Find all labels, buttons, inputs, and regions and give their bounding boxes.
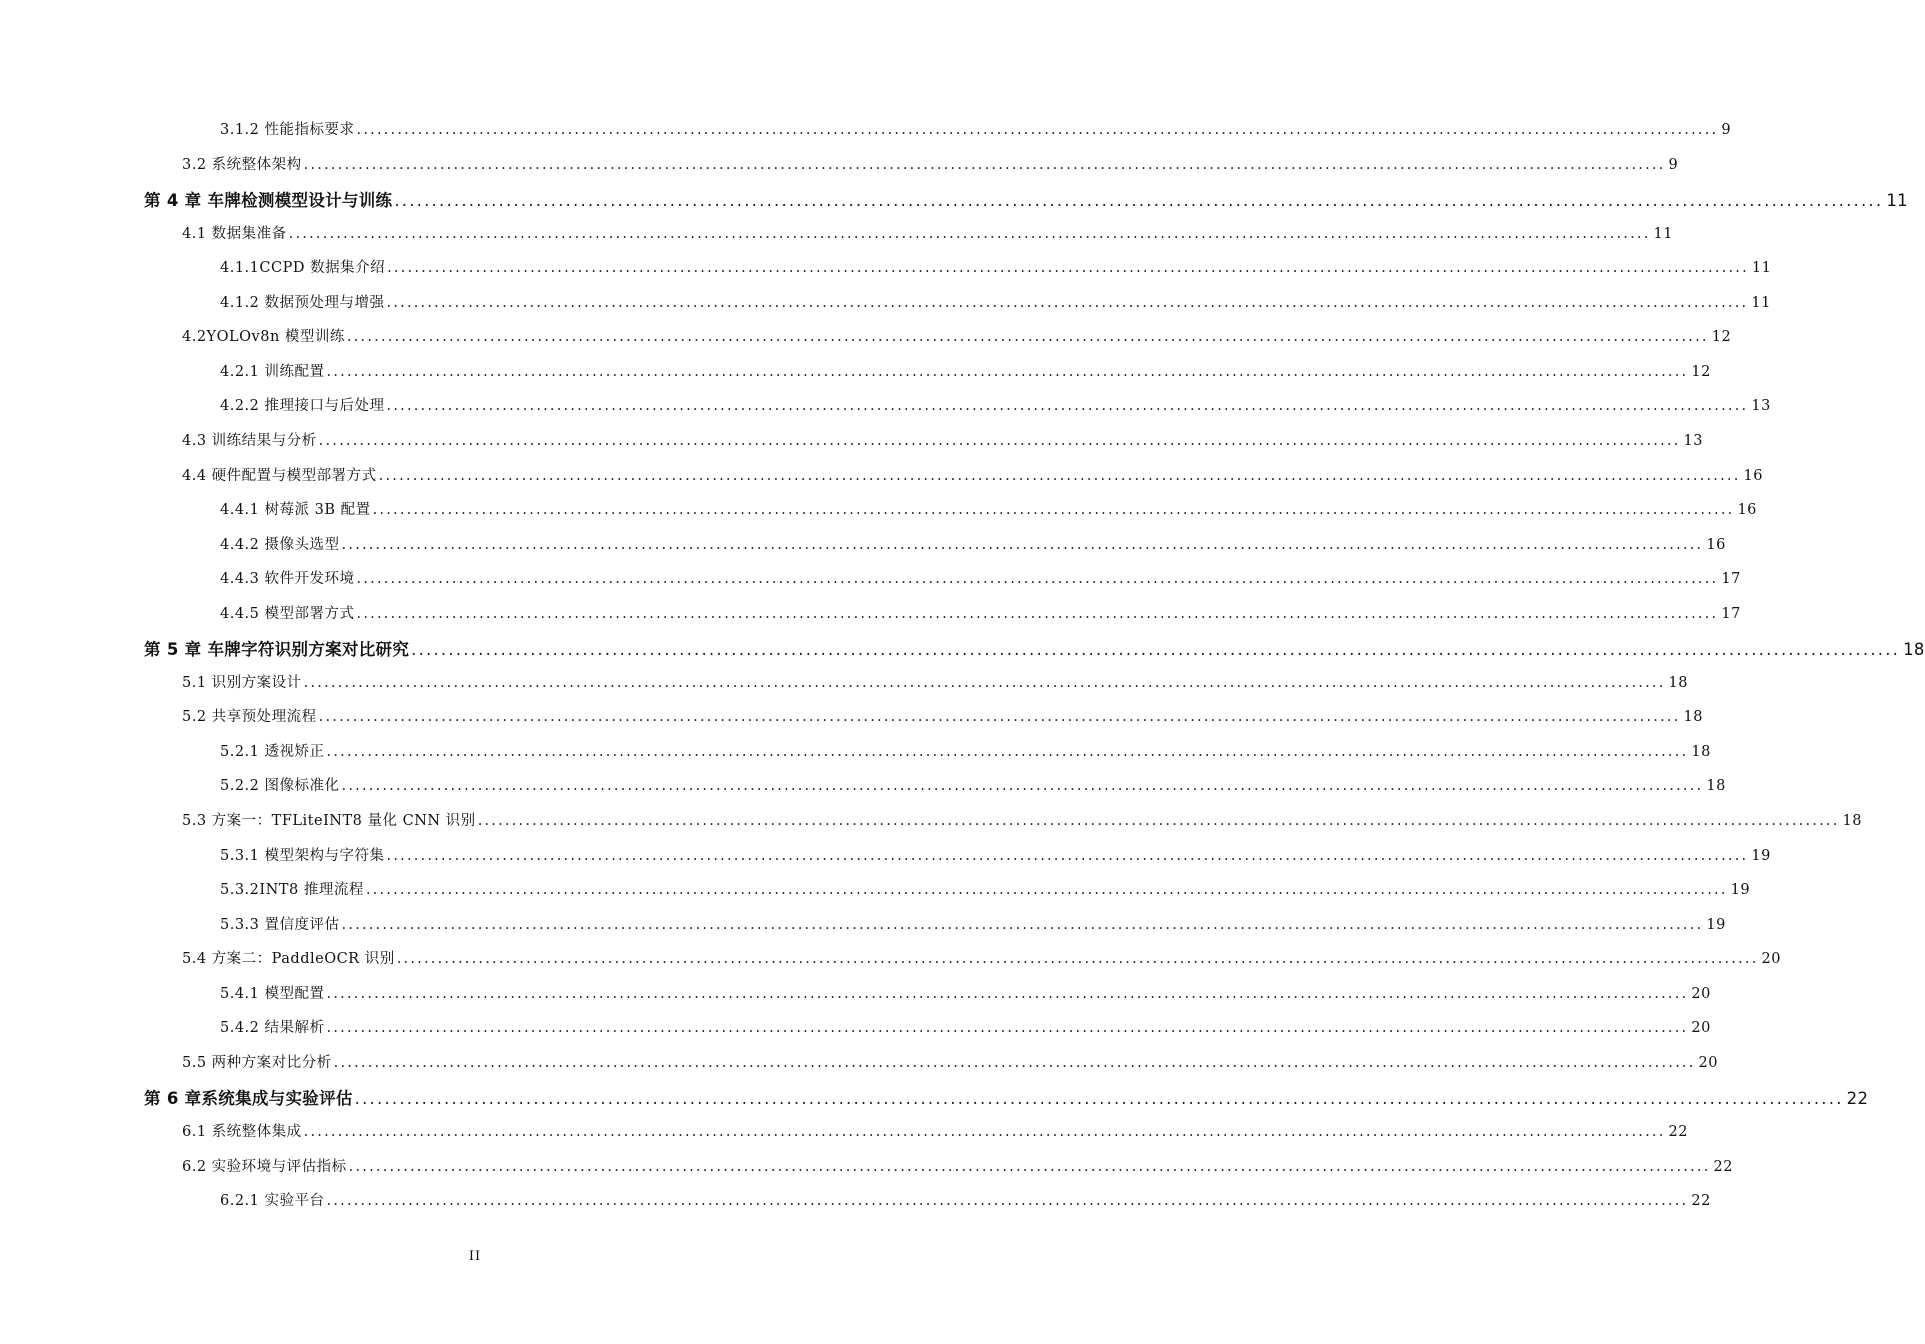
toc-entry[interactable]	[220, 774, 1726, 795]
toc-entry-title: 4.4.2 摄像头选型	[220, 536, 340, 553]
toc-page-number: 18	[1903, 640, 1925, 660]
toc-page-number: 22	[1713, 1158, 1733, 1175]
toc-page-number: 11	[1653, 225, 1673, 242]
toc-entry-title: 5.4.2 结果解析	[220, 1020, 325, 1037]
toc-entry-title: 5.1 识别方案设计	[182, 674, 302, 691]
toc-page-number: 11	[1751, 260, 1772, 277]
toc-entry-title: 第 5 章 车牌字符识别方案对比研究	[144, 640, 410, 660]
toc-entry-title: 3.1.2 性能指标要求	[220, 122, 355, 138]
toc-entry-title: 4.4.1 树莓派 3B 配置	[220, 502, 371, 519]
toc-entry-title: 4.2YOLOv8n 模型训练	[182, 329, 345, 346]
toc-entry[interactable]	[220, 533, 1726, 554]
toc-page-number: 22	[1846, 1089, 1869, 1109]
toc-dot-leader: ........................................................................................................................................................................................................	[348, 1158, 1711, 1175]
toc-entry[interactable]	[220, 498, 1757, 519]
toc-entry[interactable]	[220, 118, 1732, 139]
toc-page-number: 22	[1691, 1193, 1711, 1210]
toc-entry-title: 4.4 硬件配置与模型部署方式	[182, 467, 377, 484]
toc-entry[interactable]	[220, 844, 1771, 865]
toc-dot-leader: ........................................................................................................................................................................................................	[341, 778, 1704, 795]
toc-dot-leader: ........................................................................................................................................................................................................	[394, 191, 1884, 211]
toc-dot-leader: ........................................................................................................................................................................................................	[356, 571, 1719, 588]
toc-page-number: 19	[1730, 882, 1751, 899]
toc-entry[interactable]	[220, 567, 1741, 588]
toc-entry[interactable]	[182, 325, 1732, 346]
toc-dot-leader: ........................................................................................................................................................................................................	[354, 1089, 1844, 1109]
toc-page-number: 9	[1668, 156, 1679, 173]
toc-entry[interactable]	[220, 1016, 1711, 1037]
toc-page-number: 16	[1743, 467, 1763, 484]
toc-entry-title: 5.2 共享预处理流程	[182, 709, 317, 726]
toc-page-number: 22	[1668, 1123, 1688, 1140]
toc-entry[interactable]	[220, 256, 1772, 277]
toc-entry-title: 4.2.1 训练配置	[220, 363, 325, 380]
toc-page-number: 18	[1683, 709, 1703, 726]
toc-page-number: 18	[1842, 813, 1862, 829]
toc-entry[interactable]	[220, 878, 1751, 899]
toc-page-number: 17	[1721, 571, 1741, 588]
toc-page-number: 12	[1711, 329, 1732, 346]
toc-page-number: 19	[1706, 916, 1726, 933]
toc-entry[interactable]	[220, 982, 1711, 1003]
toc-entry-title: 5.3.3 置信度评估	[220, 916, 340, 933]
toc-dot-leader: ........................................................................................................................................................................................................	[356, 605, 1719, 622]
toc-entry[interactable]	[182, 153, 1679, 174]
toc-dot-leader: ........................................................................................................................................................................................................	[318, 432, 1681, 449]
toc-entry[interactable]	[182, 809, 1862, 830]
toc-entry-title: 5.2.2 图像标准化	[220, 778, 340, 795]
toc-page-number: 20	[1691, 1020, 1711, 1037]
toc-chapter-entry[interactable]	[144, 187, 1908, 211]
toc-dot-leader: ........................................................................................................................................................................................................	[326, 363, 1689, 380]
toc-entry-title: 5.5 两种方案对比分析	[182, 1054, 332, 1071]
toc-page-number: 13	[1683, 432, 1703, 449]
toc-entry[interactable]	[220, 394, 1771, 415]
toc-page-number: 17	[1721, 605, 1741, 622]
toc-entry[interactable]	[220, 602, 1741, 623]
toc-dot-leader: ........................................................................................................................................................................................................	[326, 985, 1689, 1002]
toc-entry[interactable]	[182, 222, 1673, 243]
toc-dot-leader: ........................................................................................................................................................................................................	[303, 674, 1666, 691]
toc-entry[interactable]	[220, 1189, 1711, 1210]
toc-dot-leader: ........................................................................................................................................................................................................	[303, 156, 1666, 173]
toc-entry[interactable]	[220, 740, 1711, 761]
toc-dot-leader: ........................................................................................................................................................................................................	[326, 743, 1689, 760]
toc-entry[interactable]	[220, 360, 1711, 381]
toc-page-number: 9	[1721, 122, 1732, 138]
toc-dot-leader: ........................................................................................................................................................................................................	[387, 260, 1749, 277]
toc-dot-leader: ........................................................................................................................................................................................................	[333, 1054, 1696, 1071]
toc-page-number: 11	[1886, 191, 1908, 211]
toc-page-number: 20	[1761, 951, 1781, 968]
toc-entry-title: 5.4 方案二：PaddleOCR 识别	[182, 951, 395, 968]
toc-dot-leader: ........................................................................................................................................................................................................	[365, 882, 1728, 899]
toc-dot-leader: ........................................................................................................................................................................................................	[396, 951, 1759, 968]
toc-entry-title: 5.2.1 透视矫正	[220, 743, 325, 760]
toc-page-number: 11	[1751, 294, 1771, 311]
toc-chapter-entry[interactable]	[144, 636, 1925, 660]
toc-entry[interactable]	[182, 705, 1703, 726]
toc-chapter-entry[interactable]	[144, 1085, 1869, 1109]
toc-entry[interactable]	[182, 671, 1688, 692]
toc-entry-title: 6.1 系统整体集成	[182, 1123, 302, 1140]
toc-dot-leader: ........................................................................................................................................................................................................	[326, 1193, 1689, 1210]
toc-page-number: 12	[1691, 363, 1711, 380]
toc-entry[interactable]	[182, 464, 1763, 485]
toc-dot-leader: ........................................................................................................................................................................................................	[477, 813, 1840, 829]
toc-dot-leader: ........................................................................................................................................................................................................	[386, 847, 1749, 864]
toc-page-number: 13	[1751, 398, 1771, 415]
toc-entry[interactable]	[182, 947, 1781, 968]
toc-entry-title: 4.4.3 软件开发环境	[220, 571, 355, 588]
toc-page-number: 20	[1691, 985, 1711, 1002]
toc-dot-leader: ........................................................................................................................................................................................................	[318, 709, 1681, 726]
toc-dot-leader: ........................................................................................................................................................................................................	[303, 1123, 1666, 1140]
toc-page-number: 18	[1706, 778, 1726, 795]
toc-entry-title: 4.1.2 数据预处理与增强	[220, 294, 385, 311]
toc-entry-title: 4.2.2 推理接口与后处理	[220, 398, 385, 415]
toc-entry-title: 5.3.2INT8 推理流程	[220, 882, 364, 899]
toc-entry-title: 第 6 章系统集成与实验评估	[144, 1089, 353, 1109]
toc-entry-title: 5.3.1 模型架构与字符集	[220, 847, 385, 864]
toc-dot-leader: ........................................................................................................................................................................................................	[372, 502, 1735, 519]
page-number: II	[468, 1249, 482, 1264]
toc-dot-leader: ........................................................................................................................................................................................................	[386, 294, 1749, 311]
toc-entry[interactable]	[182, 1155, 1733, 1176]
toc-entry-title: 4.3 训练结果与分析	[182, 432, 317, 449]
toc-entry-title: 4.4.5 模型部署方式	[220, 605, 355, 622]
toc-dot-leader: ........................................................................................................................................................................................................	[288, 225, 1651, 242]
toc-dot-leader: ........................................................................................................................................................................................................	[341, 536, 1704, 553]
toc-page-number: 18	[1668, 674, 1688, 691]
toc-dot-leader: ........................................................................................................................................................................................................	[326, 1020, 1689, 1037]
toc-entry-title: 第 4 章 车牌检测模型设计与训练	[144, 191, 393, 211]
toc-entry[interactable]	[182, 1051, 1718, 1072]
toc-entry-title: 4.1.1CCPD 数据集介绍	[220, 260, 386, 277]
toc-entry[interactable]	[220, 291, 1771, 312]
toc-entry-title: 3.2 系统整体架构	[182, 156, 302, 173]
toc-dot-leader: ........................................................................................................................................................................................................	[411, 640, 1901, 660]
toc-page-number: 16	[1706, 536, 1726, 553]
toc-page-number: 20	[1698, 1054, 1718, 1071]
toc-entry[interactable]	[182, 1120, 1688, 1141]
toc-dot-leader: ........................................................................................................................................................................................................	[346, 329, 1709, 346]
toc-dot-leader: ........................................................................................................................................................................................................	[356, 122, 1719, 138]
toc-entry-title: 6.2.1 实验平台	[220, 1193, 325, 1210]
toc-entry-title: 4.1 数据集准备	[182, 225, 287, 242]
toc-entry[interactable]	[182, 429, 1703, 450]
toc-page-number: 18	[1691, 743, 1711, 760]
toc-dot-leader: ........................................................................................................................................................................................................	[341, 916, 1704, 933]
toc-page-number: 16	[1737, 502, 1757, 519]
toc-entry-title: 6.2 实验环境与评估指标	[182, 1158, 347, 1175]
toc-page-number: 19	[1751, 847, 1771, 864]
toc-dot-leader: ........................................................................................................................................................................................................	[386, 398, 1749, 415]
toc-entry[interactable]	[220, 913, 1726, 934]
toc-dot-leader: ........................................................................................................................................................................................................	[378, 467, 1741, 484]
toc-entry-title: 5.4.1 模型配置	[220, 985, 325, 1002]
toc-entry-title: 5.3 方案一：TFLiteINT8 量化 CNN 识别	[182, 813, 476, 829]
